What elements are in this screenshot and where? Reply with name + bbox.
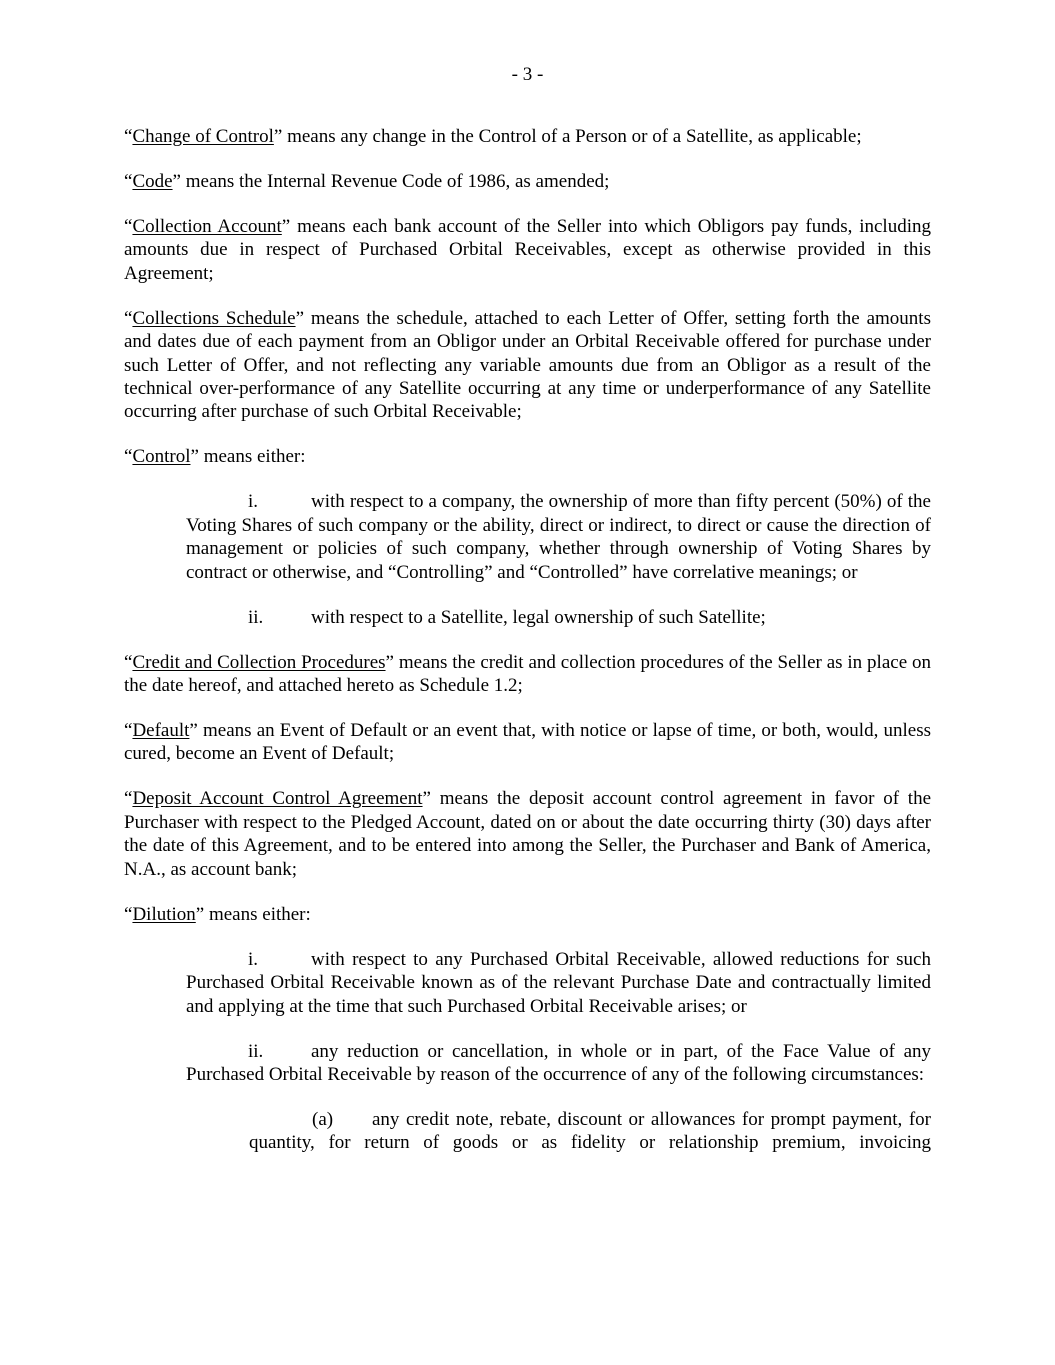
definition-code: “Code” means the Internal Revenue Code of 1986, as amended; — [124, 171, 610, 192]
defined-term: Dilution — [132, 903, 196, 925]
definition-default: “Default” means an Event of Default or an event that, with notice or lapse of time, or both, would, unless cured, become an Event of Default; — [124, 720, 931, 765]
defined-term: Default — [132, 720, 190, 742]
defined-term: Collection Account — [132, 216, 282, 237]
defined-term: Control — [132, 446, 191, 468]
sub-list-item: (a) any credit note, rebate, discount or allowances for prompt payment, for quantity, for return of goods or as fidelity or relationship premium, invoicing — [249, 1108, 931, 1154]
defined-term: Collections Schedule — [132, 307, 296, 329]
definition-collections-schedule: “Collections Schedule” means the schedule, attached to each Letter of Offer, setting forth the amounts and dates due of each payment from an Obligor under an Orbital Receivable offered for purchase under such Letter of Offer, and not reflecting any variable amounts due from an Obligor as a result of the technical over-performance of any Satellite occurring at any time or underperformance of any Satellite occurring after purchase of such Orbital Receivable; — [124, 307, 931, 423]
defined-term: Change of Control — [132, 126, 274, 147]
document-body — [124, 125, 931, 1176]
definition-dilution: “Dilution” means either: — [124, 903, 311, 925]
definition-daca: “Deposit Account Control Agreement” means the deposit account control agreement in favor of the Purchaser with respect to the Pledged Account, dated on or about the date occurring thirty (30) days after the date of this Agreement, and to be entered into among the Seller, the Purchaser and Bank of America, N.A., as account bank; — [124, 788, 931, 880]
definition-collection-account: “Collection Account” means each bank account of the Seller into which Obligors pay funds, including amounts due in respect of Purchased Orbital Receivables, except as otherwise provided in this Agreement; — [124, 216, 931, 284]
defined-term: Deposit Account Control Agreement — [132, 788, 423, 810]
defined-term: Credit and Collection Procedures — [132, 651, 386, 673]
definition-change-of-control: “Change of Control” means any change in the Control of a Person or of a Satellite, as applicable; — [124, 126, 862, 147]
page-number: - 3 - — [511, 64, 544, 85]
defined-term: Code — [132, 171, 173, 192]
definition-credit-collection-procedures: “Credit and Collection Procedures” means the credit and collection procedures of the Seller as in place on the date hereof, and attached hereto as Schedule 1.2; — [124, 651, 931, 697]
list-item: i. with respect to any Purchased Orbital Receivable, allowed reductions for such Purchased Orbital Receivable known as of the relevant Purchase Date and contractually limited and applying at the time that such Purchased Orbital Receivable arises; or — [186, 948, 931, 1017]
list-item: i. with respect to a company, the ownership of more than fifty percent (50%) of the Voting Shares of such company or the ability, direct or indirect, to direct or cause the direction of management or policies of such company, whether through ownership of Voting Shares by contract or otherwise, and “Controlling” and “Controlled” have correlative meanings; or — [186, 491, 931, 583]
list-item: ii. any reduction or cancellation, in whole or in part, of the Face Value of any Purchased Orbital Receivable by reason of the occurrence of any of the following circumstances: — [186, 1040, 931, 1085]
list-item: ii. with respect to a Satellite, legal ownership of such Satellite; — [248, 606, 766, 628]
definition-control: “Control” means either: — [124, 446, 306, 468]
